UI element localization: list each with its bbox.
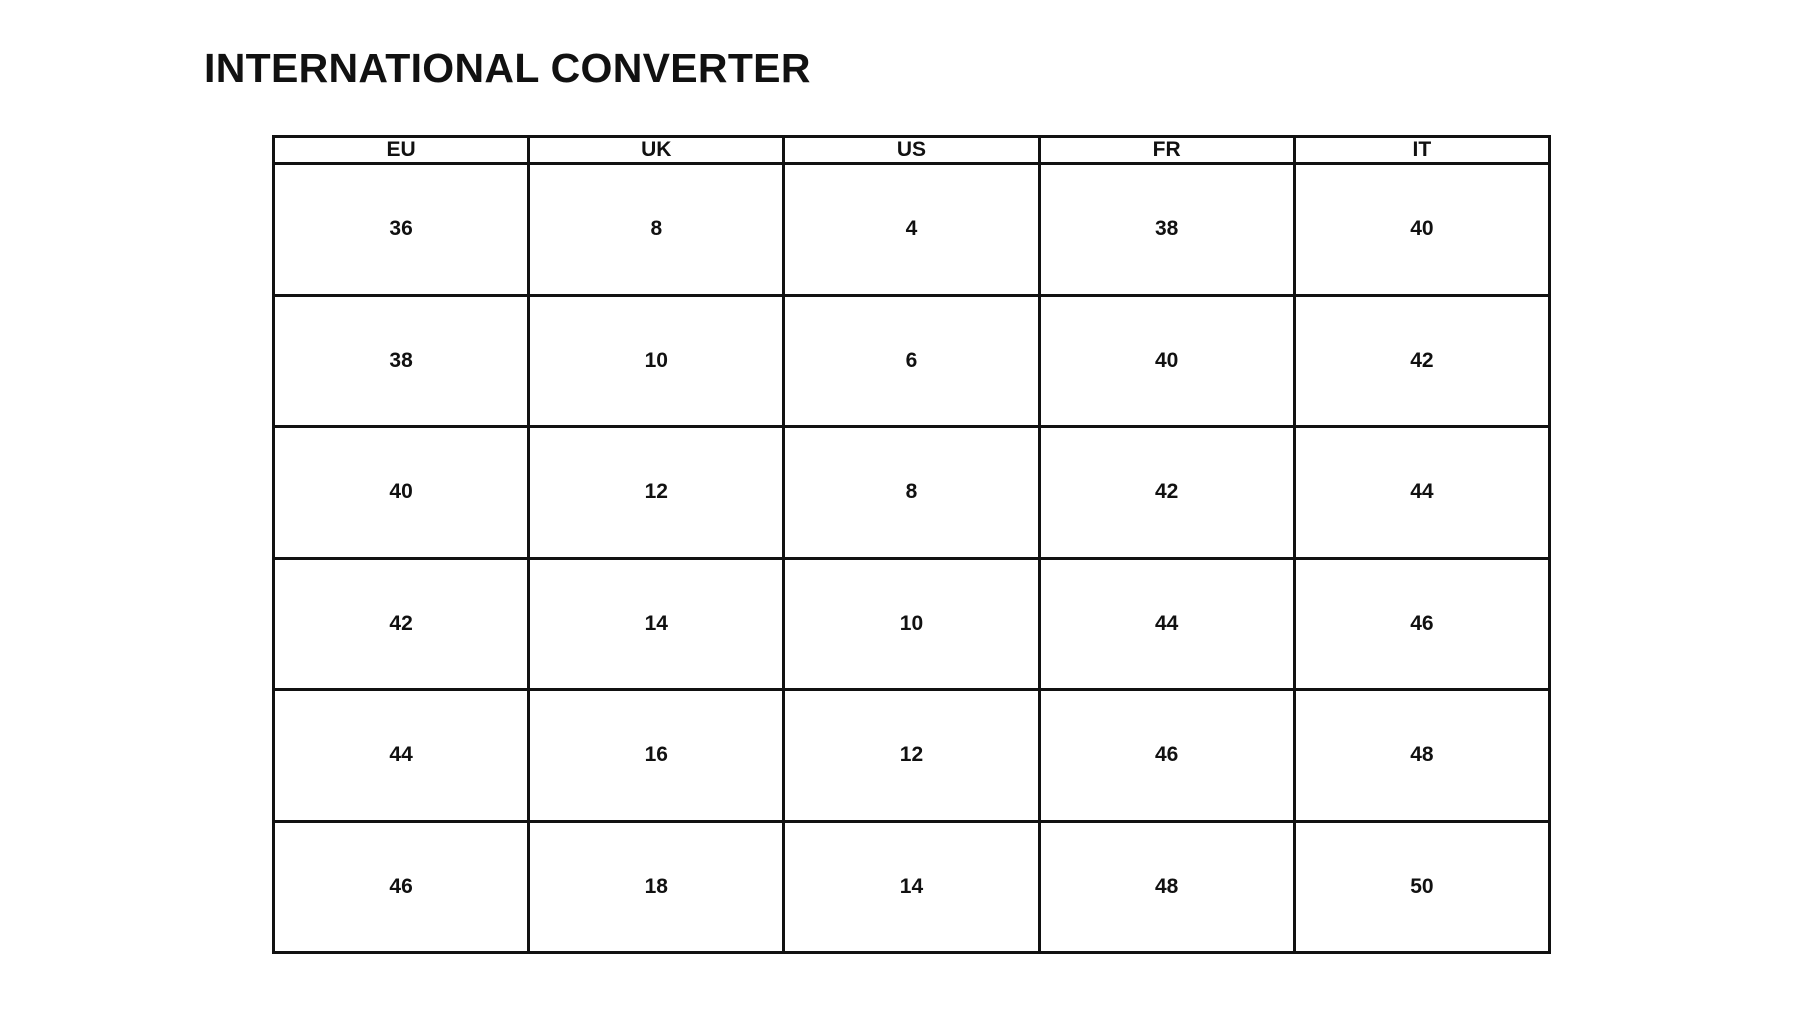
table-cell-eu: 44 — [274, 690, 529, 822]
table-cell-eu: 42 — [274, 558, 529, 690]
table-cell-us: 4 — [784, 164, 1039, 296]
table-cell-fr: 40 — [1039, 295, 1294, 427]
header-cell-uk: UK — [529, 137, 784, 164]
table-cell-us: 8 — [784, 427, 1039, 559]
header-cell-eu: EU — [274, 137, 529, 164]
table-cell-fr: 46 — [1039, 690, 1294, 822]
table-cell-fr: 44 — [1039, 558, 1294, 690]
table-cell-us: 10 — [784, 558, 1039, 690]
table-body — [274, 164, 1550, 953]
table-cell-eu: 36 — [274, 164, 529, 296]
size-converter-table — [272, 135, 1551, 954]
table-cell-it: 50 — [1294, 821, 1549, 953]
table-cell-uk: 14 — [529, 558, 784, 690]
table-row — [274, 821, 1550, 953]
table-cell-uk: 16 — [529, 690, 784, 822]
header-cell-us: US — [784, 137, 1039, 164]
table-cell-it: 40 — [1294, 164, 1549, 296]
table-row — [274, 427, 1550, 559]
header-cell-it: IT — [1294, 137, 1549, 164]
table-cell-uk: 18 — [529, 821, 784, 953]
table-row — [274, 164, 1550, 296]
size-converter-table-container — [272, 135, 1551, 954]
table-cell-uk: 8 — [529, 164, 784, 296]
table-cell-it: 44 — [1294, 427, 1549, 559]
table-cell-us: 14 — [784, 821, 1039, 953]
table-cell-it: 42 — [1294, 295, 1549, 427]
header-cell-fr: FR — [1039, 137, 1294, 164]
table-cell-us: 6 — [784, 295, 1039, 427]
table-cell-it: 48 — [1294, 690, 1549, 822]
table-header — [274, 137, 1550, 164]
table-cell-uk: 10 — [529, 295, 784, 427]
table-cell-fr: 38 — [1039, 164, 1294, 296]
table-row — [274, 690, 1550, 822]
table-row — [274, 295, 1550, 427]
table-row — [274, 558, 1550, 690]
table-cell-eu: 40 — [274, 427, 529, 559]
header-row — [274, 137, 1550, 164]
table-cell-eu: 38 — [274, 295, 529, 427]
page-title: INTERNATIONAL CONVERTER — [204, 45, 811, 91]
table-cell-us: 12 — [784, 690, 1039, 822]
table-cell-uk: 12 — [529, 427, 784, 559]
table-cell-it: 46 — [1294, 558, 1549, 690]
table-cell-fr: 48 — [1039, 821, 1294, 953]
table-cell-fr: 42 — [1039, 427, 1294, 559]
table-cell-eu: 46 — [274, 821, 529, 953]
